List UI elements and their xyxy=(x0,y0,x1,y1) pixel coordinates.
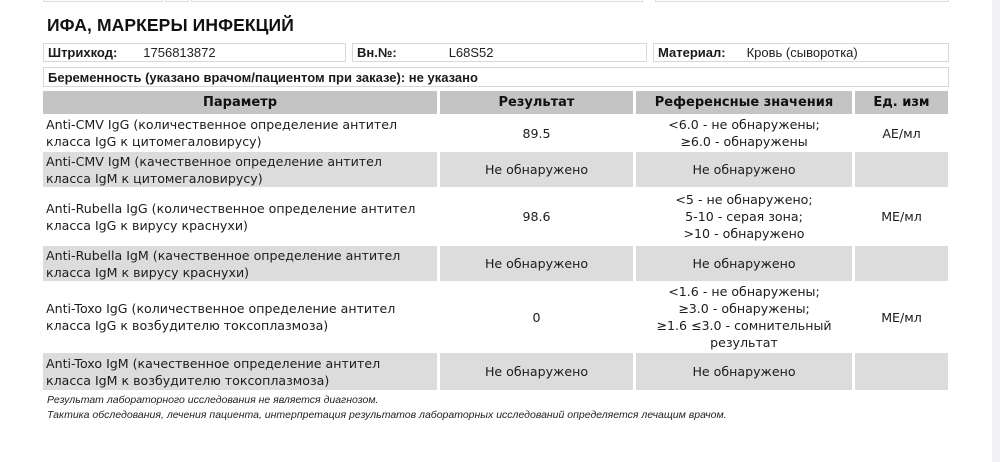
unit-cell xyxy=(855,353,948,390)
ref-line: ≥1.6 ≤3.0 - сомнительный xyxy=(656,318,832,333)
disclaimer-line-2: Тактика обследования, лечения пациента, интерпретация результатов лабораторных исследований определяется лечащим врачом. xyxy=(47,409,727,421)
table-row xyxy=(43,152,948,187)
param-cell xyxy=(43,353,437,390)
param-cell xyxy=(43,188,437,245)
param-line: класса IgG к возбудителю токсоплазмоза) xyxy=(46,318,329,333)
page-gutter xyxy=(992,0,1000,462)
disclaimer xyxy=(47,393,727,423)
param-line: класса IgM к возбудителю токсоплазмоза) xyxy=(46,372,330,388)
ref-line: <5 - не обнаружено; xyxy=(675,192,813,207)
internal-number-label: Вн.№: xyxy=(357,45,397,60)
internal-number-value: L68S52 xyxy=(448,45,494,60)
unit-cell: АЕ/мл xyxy=(882,125,921,141)
param-line: класса IgG к вирусу краснухи) xyxy=(46,217,248,233)
table-row xyxy=(43,353,948,390)
param-line: класса IgM к вирусу краснухи) xyxy=(46,264,250,280)
table-header-row xyxy=(43,91,948,114)
reference-cell: Не обнаружено xyxy=(636,246,852,281)
unit-cell: МЕ/мл xyxy=(881,209,922,224)
result-cell: 89.5 xyxy=(522,125,551,141)
reference-cell xyxy=(636,115,852,151)
barcode-label: Штрихкод: xyxy=(48,45,118,60)
result-cell: Не обнаружено xyxy=(440,152,633,187)
material-label: Материал: xyxy=(658,45,726,60)
table-row xyxy=(43,246,948,281)
disclaimer-line-1: Результат лабораторного исследования не является диагнозом. xyxy=(47,394,379,406)
param-line: Anti-CMV IgM (качественное определение антител xyxy=(46,153,382,169)
param-line: Anti-CMV IgG (количественное определение антител xyxy=(46,117,398,132)
previous-section-edge xyxy=(43,0,948,2)
result-cell: 0 xyxy=(532,309,541,325)
table-row xyxy=(43,188,948,245)
header-reference: Референсные значения xyxy=(636,91,852,114)
header-unit: Ед. изм xyxy=(855,91,948,114)
ref-line: >10 - обнаружено xyxy=(683,226,805,241)
param-line: класса IgG к цитомегаловирусу) xyxy=(46,134,262,149)
table-row xyxy=(43,115,948,151)
param-cell xyxy=(43,152,437,187)
result-cell: Не обнаружено xyxy=(440,246,633,281)
reference-cell xyxy=(636,188,852,245)
reference-cell: Не обнаружено xyxy=(636,152,852,187)
param-cell xyxy=(43,282,437,352)
section-title: ИФА, МАРКЕРЫ ИНФЕКЦИЙ xyxy=(47,15,294,35)
param-line: Anti-Toxo IgG (количественное определение антител xyxy=(46,301,396,316)
ref-line: <6.0 - не обнаружены; xyxy=(668,117,820,132)
prev-box xyxy=(655,0,949,2)
prev-box xyxy=(165,0,189,2)
param-cell xyxy=(43,115,437,151)
prev-box xyxy=(43,0,163,2)
reference-cell xyxy=(636,282,852,352)
pregnancy-status: Беременность (указано врачом/пациентом при заказе): не указано xyxy=(43,67,949,87)
header-result: Результат xyxy=(440,91,633,114)
barcode-box xyxy=(43,43,346,62)
unit-cell xyxy=(855,152,948,187)
ref-line: <1.6 - не обнаружены; xyxy=(668,284,820,299)
ref-line: ≥3.0 - обнаружены; xyxy=(678,301,810,316)
internal-number-box xyxy=(352,43,647,62)
unit-cell xyxy=(855,246,948,281)
param-cell xyxy=(43,246,437,281)
result-cell: 98.6 xyxy=(522,209,551,224)
material-box xyxy=(653,43,949,62)
header-parameter: Параметр xyxy=(43,91,437,114)
ref-line: 5-10 - серая зона; xyxy=(685,209,803,224)
param-line: Anti-Rubella IgM (качественное определение антител xyxy=(46,247,401,263)
param-line: Anti-Rubella IgG (количественное определение антител xyxy=(46,200,416,216)
result-cell: Не обнаружено xyxy=(440,353,633,390)
unit-cell: МЕ/мл xyxy=(881,309,922,325)
barcode-value: 1756813872 xyxy=(143,45,216,60)
reference-cell: Не обнаружено xyxy=(636,353,852,390)
material-value: Кровь (сыворотка) xyxy=(746,45,858,60)
table-row xyxy=(43,282,948,352)
results-table xyxy=(40,90,951,391)
ref-line: результат xyxy=(710,335,778,350)
param-line: класса IgM к цитомегаловирусу) xyxy=(46,170,263,186)
ref-line: ≥6.0 - обнаружены xyxy=(680,134,808,149)
param-line: Anti-Toxo IgM (качественное определение антител xyxy=(46,355,381,371)
prev-box xyxy=(191,0,643,2)
